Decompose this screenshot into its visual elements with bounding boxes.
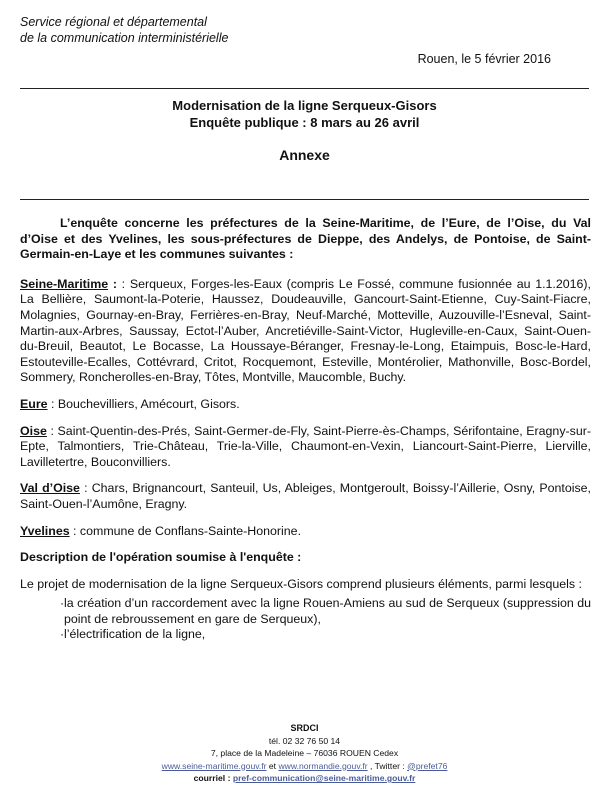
- bullet-glyph: ·: [60, 627, 65, 642]
- description-heading: Description de l'opération soumise à l'enquête :: [20, 550, 302, 565]
- site-link-seine-maritime[interactable]: www.seine-maritime.gouv.fr: [161, 760, 267, 771]
- dept-val-doise: [20, 481, 591, 512]
- dept-label: Val d’Oise: [20, 481, 80, 496]
- dept-colon: :: [108, 276, 117, 291]
- email-link[interactable]: pref-communication@seine-maritime.gouv.fr: [232, 773, 416, 783]
- title-box: [20, 88, 589, 200]
- bullet-glyph: ·: [60, 596, 65, 611]
- courriel-label: courriel :: [193, 773, 233, 783]
- dept-communes: : Bouchevilliers, Amécourt, Gisors.: [47, 396, 240, 411]
- dept-communes: : Serqueux, Forges-les-Eaux (compris Le Fossé, commune fusionnée au 1.1.2016), La Bellière, Saumont-la-Poterie, Haussez, Doudeauville, Gancourt-Saint-Etienne, Cuy-Saint-Fiacre, Molagnies, Gournay-en-Bray, Ferrières-en-Bray, Neuf-Marché, Motteville, Auzouville-l’Esneval, Saint-Martin-aux-Arbres, Saussay, Ectot-l’Auber, Ancretiéville-Saint-Victor, Hugleville-en-Caux, Saint-Ouen-du-Breuil, Beautot, Le Bocasse, La Houssaye-Béranger, Fresnay-le-Long, Etaimpuis, Bosc-le-Hard, Estouteville-Ecalles, Cottévrard, Critot, Rocquemont, Esteville, Montérolier, Mathonville, Bosc-Bordel, Sommery, Roncherolles-en-Bray, Tôtes, Montville, Maucomble, Buchy.: [20, 276, 591, 385]
- dept-label: Eure: [20, 396, 48, 411]
- issuer-header: [20, 14, 228, 46]
- site-link-normandie[interactable]: www.normandie.gouv.fr: [278, 760, 368, 771]
- issuer-line-2: de la communication interministérielle: [20, 31, 229, 45]
- bullet-text: la création d’un raccordement avec la ligne Rouen-Amiens au sud de Serqueux (suppression du point de rebroussement en gare de Serqueux),: [64, 596, 591, 626]
- twitter-handle-link[interactable]: @prefet76: [407, 760, 448, 771]
- bullet-text: l’électrification de la ligne,: [64, 627, 206, 642]
- dept-eure: [20, 397, 591, 413]
- dept-communes: : Chars, Brignancourt, Santeuil, Us, Ableiges, Montgeroult, Boissy-l’Aillerie, Osny, Pontoise, Saint-Ouen-l’Aumône, Eragny.: [20, 481, 591, 511]
- bullet-item: [20, 627, 591, 643]
- dept-label: Oise: [20, 423, 47, 438]
- dept-seine-maritime: [20, 277, 591, 386]
- twitter-label: , Twitter :: [367, 760, 408, 771]
- footer-links: [0, 760, 609, 773]
- footer-email-line: [0, 772, 609, 785]
- intro-paragraph: L’enquête concerne les préfectures de la Seine-Maritime, de l’Eure, de l’Oise, du Val d’Oise et des Yvelines, les sous-préfectures de Dieppe, des Andelys, de Pontoise, de Saint-Germain-en-Laye et les communes suivantes :: [20, 216, 591, 262]
- dept-label: Yvelines: [20, 523, 70, 538]
- document-date: Rouen, le 5 février 2016: [417, 52, 551, 66]
- footer-phone: tél. 02 32 76 50 14: [268, 735, 341, 746]
- dept-yvelines: [20, 524, 591, 540]
- dept-label: Seine-Maritime: [20, 276, 109, 291]
- document-body: [20, 216, 591, 643]
- dept-oise: [20, 424, 591, 471]
- footer-address: 7, place de la Madeleine – 76036 ROUEN Cedex: [210, 748, 399, 758]
- dept-communes: : commune de Conflans-Sainte-Honorine.: [69, 523, 302, 538]
- footer: [0, 722, 609, 785]
- bullet-item: [20, 596, 591, 627]
- dept-communes: : Saint-Quentin-des-Prés, Saint-Germer-de-Fly, Saint-Pierre-ès-Champs, Sérifontaine, Eragny-sur-Epte, Talmontiers, Trie-Château, Trie-la-Ville, Chaumont-en-Vexin, Liancourt-Saint-Pierre, Lierville, Lavilletertre, Bouconvilliers.: [20, 423, 591, 469]
- document-title: Modernisation de la ligne Serqueux-Gisors: [172, 98, 437, 113]
- issuer-line-1: Service régional et départemental: [20, 15, 207, 29]
- document-subtitle: Enquête publique : 8 mars au 26 avril: [189, 115, 420, 130]
- footer-org: SRDCI: [290, 723, 319, 733]
- footer-et: et: [266, 760, 279, 771]
- description-lead: Le projet de modernisation de la ligne Serqueux-Gisors comprend plusieurs éléments, parmi lesquels :: [20, 576, 583, 591]
- annexe-heading: Annexe: [279, 147, 330, 163]
